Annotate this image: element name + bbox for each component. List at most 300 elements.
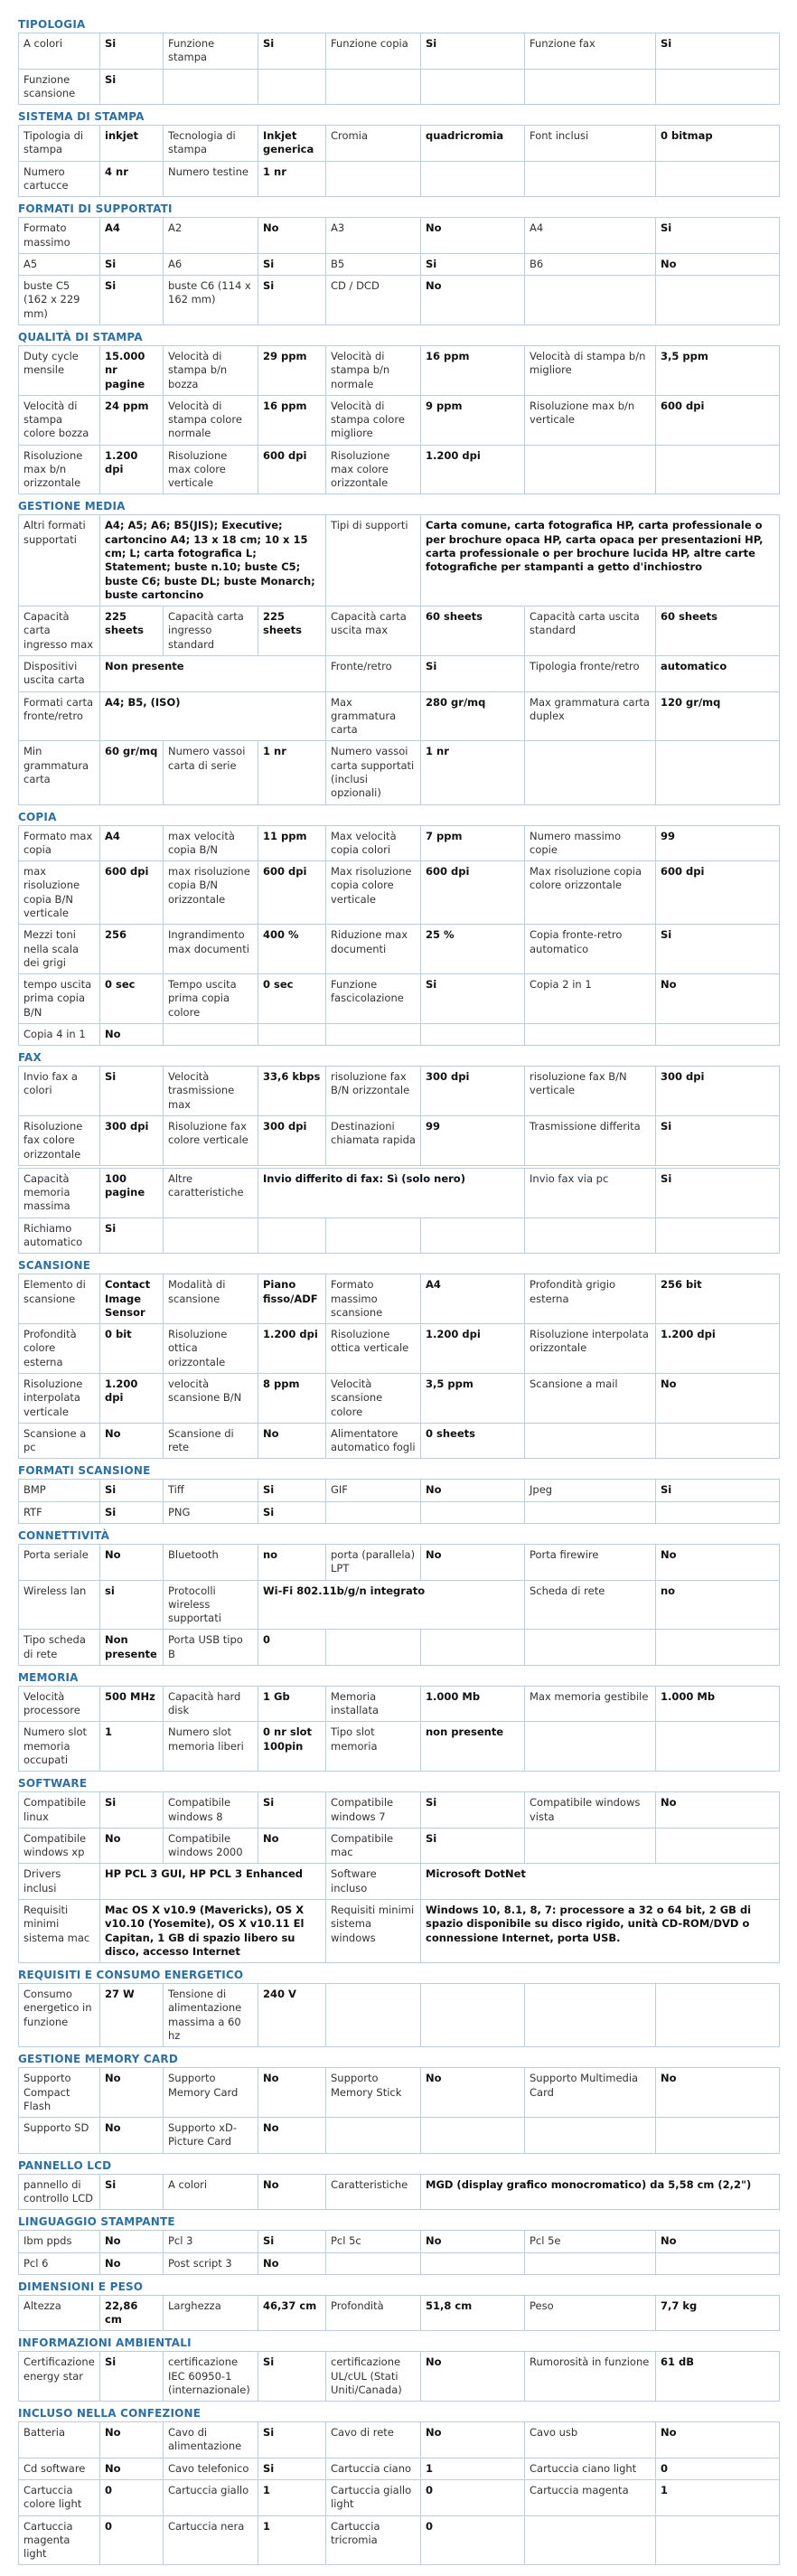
spec-label: Capacità carta ingresso max xyxy=(19,606,100,656)
table-row xyxy=(19,2231,780,2252)
spec-value: 33,6 kbps xyxy=(258,1067,326,1116)
spec-label: Protocolli wireless supportati xyxy=(164,1580,258,1630)
section-title: TIPOLOGIA xyxy=(18,18,86,31)
spec-value: Si xyxy=(656,33,780,70)
spec-label: Alimentatore automatico fogli xyxy=(326,1423,421,1459)
spec-label: Capacità carta ingresso standard xyxy=(164,606,258,656)
empty-cell xyxy=(656,445,780,494)
table-row xyxy=(19,825,780,861)
spec-value: No xyxy=(421,1544,525,1580)
empty-cell xyxy=(258,1217,326,1254)
spec-label: Capacità memoria massima xyxy=(19,1168,100,1217)
spec-value: 24 ppm xyxy=(100,395,164,445)
spec-value: Non presente xyxy=(100,1630,164,1666)
spec-label: Certificazione energy star xyxy=(19,2352,100,2402)
spec-value: 600 dpi xyxy=(258,445,326,494)
spec-value: Si xyxy=(421,1792,525,1829)
section-title: QUALITÀ DI STAMPA xyxy=(18,330,143,343)
spec-label: Funzione scansione xyxy=(19,69,100,105)
spec-value: 1 xyxy=(656,2480,780,2516)
spec-label: Risoluzione fax colore orizzontale xyxy=(19,1116,100,1166)
spec-value: 1 xyxy=(258,2515,326,2565)
table-row xyxy=(19,1630,780,1666)
spec-label: Max velocità copia colori xyxy=(326,825,421,861)
spec-label: Max grammatura carta duplex xyxy=(525,691,656,741)
spec-label: Risoluzione max colore orizzontale xyxy=(326,445,421,494)
spec-value: 0 xyxy=(100,2515,164,2565)
spec-label: Risoluzione max b/n verticale xyxy=(525,395,656,445)
empty-cell xyxy=(525,2118,656,2154)
spec-value: Inkjet generica xyxy=(258,126,326,162)
spec-table xyxy=(18,33,780,105)
spec-value: Si xyxy=(258,1501,326,1523)
spec-value: 225 sheets xyxy=(258,606,326,656)
spec-value: 1.200 dpi xyxy=(100,445,164,494)
spec-value: 27 W xyxy=(100,1984,164,2047)
spec-value: 280 gr/mq xyxy=(421,691,525,741)
spec-label: Numero vassoi carta di serie xyxy=(164,741,258,804)
spec-label: Scansione di rete xyxy=(164,1423,258,1459)
spec-value: No xyxy=(421,276,525,325)
section-title: MEMORIA xyxy=(18,1670,79,1684)
spec-label: Riduzione max documenti xyxy=(326,925,421,974)
empty-cell xyxy=(525,69,656,105)
spec-value: 1.200 dpi xyxy=(421,445,525,494)
spec-table xyxy=(18,1983,780,2047)
spec-value: 225 sheets xyxy=(100,606,164,656)
empty-cell xyxy=(525,445,656,494)
empty-cell xyxy=(525,741,656,804)
spec-value: 60 gr/mq xyxy=(100,741,164,804)
spec-value: No xyxy=(100,1423,164,1459)
spec-value: No xyxy=(421,1480,525,1501)
spec-value: 1.200 dpi xyxy=(100,1373,164,1423)
spec-value: 0 bit xyxy=(100,1324,164,1374)
spec-value: No xyxy=(100,1828,164,1864)
table-row xyxy=(19,1274,780,1324)
empty-cell xyxy=(164,1217,258,1254)
spec-table xyxy=(18,1274,780,1459)
spec-label: Compatibile mac xyxy=(326,1828,421,1864)
spec-label: Tipologia di stampa xyxy=(19,126,100,162)
spec-label: Formato massimo scansione xyxy=(326,1274,421,1324)
spec-label: buste C6 (114 x 162 mm) xyxy=(164,276,258,325)
spec-value: Si xyxy=(258,2422,326,2458)
empty-cell xyxy=(656,2515,780,2565)
spec-value: 29 ppm xyxy=(258,345,326,395)
spec-label: Risoluzione max b/n orizzontale xyxy=(19,445,100,494)
spec-label: Fronte/retro xyxy=(326,656,421,692)
table-row xyxy=(19,445,780,494)
spec-value: 600 dpi xyxy=(100,861,164,925)
empty-cell xyxy=(326,1501,421,1523)
table-row xyxy=(19,1067,780,1116)
spec-value: Si xyxy=(656,218,780,254)
section-title: REQUISITI E CONSUMO ENERGETICO xyxy=(18,1969,244,1982)
empty-cell xyxy=(525,1984,656,2047)
spec-value: Si xyxy=(421,656,525,692)
spec-value: No xyxy=(656,1544,780,1580)
spec-label: tempo uscita prima copia B/N xyxy=(19,974,100,1024)
spec-label: Scansione a mail xyxy=(525,1373,656,1423)
spec-value: 1 nr xyxy=(258,741,326,804)
spec-label: Formati carta fronte/retro xyxy=(19,691,100,741)
empty-cell xyxy=(656,2252,780,2274)
spec-label: Cartuccia ciano xyxy=(326,2458,421,2479)
spec-value: 4 nr xyxy=(100,161,164,197)
spec-label: Peso xyxy=(525,2295,656,2331)
spec-label: Compatibile windows 8 xyxy=(164,1792,258,1829)
spec-label: Wireless lan xyxy=(19,1580,100,1630)
spec-value: automatico xyxy=(656,656,780,692)
spec-label: certificazione IEC 60950-1 (internazionale) xyxy=(164,2352,258,2402)
spec-value: 240 V xyxy=(258,1984,326,2047)
spec-label: Tipo slot memoria xyxy=(326,1722,421,1772)
spec-value: Si xyxy=(100,33,164,70)
spec-value: 3,5 ppm xyxy=(421,1373,525,1423)
spec-label: Copia 2 in 1 xyxy=(525,974,656,1024)
spec-label: Altri formati supportati xyxy=(19,515,100,606)
spec-value: 0 sheets xyxy=(421,1423,525,1459)
spec-value: 99 xyxy=(656,825,780,861)
spec-value: MGD (display grafico monocromatico) da 5,58 cm (2,2") xyxy=(421,2174,780,2210)
spec-value: Mac OS X v10.9 (Mavericks), OS X v10.10 (Yosemite), OS X v10.11 El Capitan, 1 GB di spazio libero su disco, accesso Internet xyxy=(100,1900,326,1963)
spec-value: No xyxy=(100,2422,164,2458)
empty-cell xyxy=(421,69,525,105)
spec-table xyxy=(18,1686,780,1772)
spec-label: A4 xyxy=(525,218,656,254)
spec-label: Velocità trasmissione max xyxy=(164,1067,258,1116)
spec-label: GIF xyxy=(326,1480,421,1501)
spec-value: Piano fisso/ADF xyxy=(258,1274,326,1324)
spec-label: Drivers inclusi xyxy=(19,1864,100,1900)
spec-label: Porta firewire xyxy=(525,1544,656,1580)
spec-label: Risoluzione interpolata verticale xyxy=(19,1373,100,1423)
spec-value: Si xyxy=(258,2352,326,2402)
spec-table xyxy=(18,1479,780,1524)
spec-label: Duty cycle mensile xyxy=(19,345,100,395)
section-title: GESTIONE MEDIA xyxy=(18,500,126,513)
spec-value: Si xyxy=(656,1480,780,1501)
spec-label: Risoluzione fax colore verticale xyxy=(164,1116,258,1166)
spec-label: Velocità di stampa b/n migliore xyxy=(525,345,656,395)
spec-label: Risoluzione ottica verticale xyxy=(326,1324,421,1374)
spec-value: quadricromia xyxy=(421,126,525,162)
spec-value: 400 % xyxy=(258,925,326,974)
empty-cell xyxy=(656,741,780,804)
spec-label: Tecnologia di stampa xyxy=(164,126,258,162)
spec-label: Jpeg xyxy=(525,1480,656,1501)
spec-value: 15.000 nr pagine xyxy=(100,345,164,395)
spec-label: A5 xyxy=(19,253,100,275)
spec-value: 0 xyxy=(656,2458,780,2479)
empty-cell xyxy=(525,1722,656,1772)
spec-label: Porta USB tipo B xyxy=(164,1630,258,1666)
empty-cell xyxy=(525,2252,656,2274)
spec-table xyxy=(18,2067,780,2153)
spec-value: 1.000 Mb xyxy=(421,1686,525,1722)
section-title: COPIA xyxy=(18,810,57,823)
table-row xyxy=(19,2480,780,2516)
table-row xyxy=(19,2174,780,2210)
spec-label: Velocità di stampa colore bozza xyxy=(19,395,100,445)
spec-label: Numero testine xyxy=(164,161,258,197)
spec-label: Numero cartucce xyxy=(19,161,100,197)
empty-cell xyxy=(421,1023,525,1045)
table-row xyxy=(19,1423,780,1459)
spec-label: Cartuccia giallo xyxy=(164,2480,258,2516)
spec-value: 1 xyxy=(258,2480,326,2516)
table-row xyxy=(19,1722,780,1772)
spec-table xyxy=(18,514,780,804)
spec-label: Supporto Compact Flash xyxy=(19,2068,100,2118)
spec-value: HP PCL 3 GUI, HP PCL 3 Enhanced xyxy=(100,1864,326,1900)
empty-cell xyxy=(656,1722,780,1772)
spec-table xyxy=(18,2421,780,2565)
spec-value: Invio differito di fax: Sì (solo nero) xyxy=(258,1168,525,1217)
spec-label: CD / DCD xyxy=(326,276,421,325)
spec-label: Bluetooth xyxy=(164,1544,258,1580)
empty-cell xyxy=(525,1423,656,1459)
spec-label: Cartuccia colore light xyxy=(19,2480,100,2516)
spec-value: Si xyxy=(421,974,525,1024)
table-row xyxy=(19,253,780,275)
spec-label: Elemento di scansione xyxy=(19,1274,100,1324)
spec-label: Velocità di stampa b/n normale xyxy=(326,345,421,395)
spec-label: Max risoluzione copia colore orizzontale xyxy=(525,861,656,925)
spec-label: Funzione fascicolazione xyxy=(326,974,421,1024)
spec-value: 1.200 dpi xyxy=(421,1324,525,1374)
spec-value: 3,5 ppm xyxy=(656,345,780,395)
empty-cell xyxy=(656,1501,780,1523)
spec-value: Si xyxy=(258,253,326,275)
spec-label: Ingrandimento max documenti xyxy=(164,925,258,974)
spec-value: No xyxy=(656,2068,780,2118)
spec-label: B5 xyxy=(326,253,421,275)
spec-label: Capacità hard disk xyxy=(164,1686,258,1722)
empty-cell xyxy=(525,1501,656,1523)
spec-value: No xyxy=(421,2352,525,2402)
spec-value: No xyxy=(258,2068,326,2118)
spec-label: Trasmissione differita xyxy=(525,1116,656,1166)
empty-cell xyxy=(164,69,258,105)
section-title: LINGUAGGIO STAMPANTE xyxy=(18,2215,175,2229)
spec-value: inkjet xyxy=(100,126,164,162)
spec-label: Funzione copia xyxy=(326,33,421,70)
spec-value: Si xyxy=(258,2458,326,2479)
empty-cell xyxy=(421,1217,525,1254)
spec-value: 0 nr slot 100pin xyxy=(258,1722,326,1772)
spec-value: non presente xyxy=(421,1722,525,1772)
spec-value: A4; B5, (ISO) xyxy=(100,691,326,741)
section-title: FORMATI SCANSIONE xyxy=(18,1464,151,1478)
spec-label: Risoluzione max colore verticale xyxy=(164,445,258,494)
table-row xyxy=(19,656,780,692)
table-row xyxy=(19,515,780,606)
spec-value: No xyxy=(258,2174,326,2210)
spec-label: Software incluso xyxy=(326,1864,421,1900)
spec-label: Mezzi toni nella scala dei grigi xyxy=(19,925,100,974)
table-row xyxy=(19,1023,780,1045)
spec-value: 1 nr xyxy=(421,741,525,804)
spec-value: 0 xyxy=(100,2480,164,2516)
spec-value: 300 dpi xyxy=(100,1116,164,1166)
spec-value: 22,86 cm xyxy=(100,2295,164,2331)
spec-label: Destinazioni chiamata rapida xyxy=(326,1116,421,1166)
empty-cell xyxy=(525,276,656,325)
spec-label: porta (parallela) LPT xyxy=(326,1544,421,1580)
spec-label: A colori xyxy=(19,33,100,70)
table-row xyxy=(19,1544,780,1580)
spec-label: Tensione di alimentazione massima a 60 hz xyxy=(164,1984,258,2047)
spec-label: Funzione stampa xyxy=(164,33,258,70)
spec-value: 1.200 dpi xyxy=(656,1324,780,1374)
empty-cell xyxy=(421,1984,525,2047)
spec-value: Si xyxy=(656,925,780,974)
spec-value: A4 xyxy=(421,1274,525,1324)
spec-label: risoluzione fax B/N verticale xyxy=(525,1067,656,1116)
spec-label: A colori xyxy=(164,2174,258,2210)
spec-label: Altezza xyxy=(19,2295,100,2331)
spec-value: 0 xyxy=(421,2515,525,2565)
spec-value: Si xyxy=(421,1828,525,1864)
empty-cell xyxy=(326,1630,421,1666)
spec-value: Si xyxy=(258,1480,326,1501)
empty-cell xyxy=(258,69,326,105)
table-row xyxy=(19,2352,780,2402)
table-row xyxy=(19,1686,780,1722)
spec-value: 1 nr xyxy=(258,161,326,197)
spec-label: Risoluzione ottica orizzontale xyxy=(164,1324,258,1374)
spec-label: Velocità processore xyxy=(19,1686,100,1722)
spec-label: buste C5 (162 x 229 mm) xyxy=(19,276,100,325)
spec-value: Si xyxy=(100,276,164,325)
spec-label: A6 xyxy=(164,253,258,275)
spec-value: 1 Gb xyxy=(258,1686,326,1722)
empty-cell xyxy=(656,1423,780,1459)
table-row xyxy=(19,974,780,1024)
spec-label: Pcl 5e xyxy=(525,2231,656,2252)
spec-label: Caratteristiche xyxy=(326,2174,421,2210)
table-row xyxy=(19,606,780,656)
spec-value: 16 ppm xyxy=(421,345,525,395)
spec-label: Porta seriale xyxy=(19,1544,100,1580)
spec-value: No xyxy=(421,2068,525,2118)
spec-value: No xyxy=(656,253,780,275)
spec-label: Profondità xyxy=(326,2295,421,2331)
spec-value: 9 ppm xyxy=(421,395,525,445)
spec-table xyxy=(18,217,780,325)
spec-value: 0 bitmap xyxy=(656,126,780,162)
spec-label: Numero slot memoria liberi xyxy=(164,1722,258,1772)
spec-value: A4; A5; A6; B5(JIS); Executive; cartoncino A4; 13 x 18 cm; 10 x 15 cm; L; carta fotografica L; Statement; buste n.10; buste C5; buste C6; buste DL; buste Monarch; buste cartoncino xyxy=(100,515,326,606)
section-title: FAX xyxy=(18,1051,42,1065)
spec-value: Si xyxy=(100,1067,164,1116)
spec-label: Risoluzione interpolata orizzontale xyxy=(525,1324,656,1374)
empty-cell xyxy=(656,1023,780,1045)
spec-value: 300 dpi xyxy=(656,1067,780,1116)
spec-value: Carta comune, carta fotografica HP, carta professionale o per brochure opaca HP, carta opaca per presentazioni HP, carta professionale o per brochure lucida HP, altre carte fotografiche per stampanti a getto d'inchiostro xyxy=(421,515,780,606)
spec-value: No xyxy=(100,2252,164,2274)
spec-label: Supporto xD-Picture Card xyxy=(164,2118,258,2154)
table-row xyxy=(19,2068,780,2118)
spec-value: No xyxy=(258,1828,326,1864)
spec-label: Dispositivi uscita carta xyxy=(19,656,100,692)
section-title: CONNETTIVITÀ xyxy=(18,1528,110,1542)
spec-label: Pcl 5c xyxy=(326,2231,421,2252)
spec-value: Wi-Fi 802.11b/g/n integrato xyxy=(258,1580,525,1630)
spec-value: Si xyxy=(100,2352,164,2402)
empty-cell xyxy=(656,1984,780,2047)
spec-label: Cromia xyxy=(326,126,421,162)
spec-label: certificazione UL/cUL (Stati Uniti/Canada) xyxy=(326,2352,421,2402)
table-row xyxy=(19,345,780,395)
empty-cell xyxy=(164,1023,258,1045)
spec-label: Supporto Memory Card xyxy=(164,2068,258,2118)
spec-label: Pcl 3 xyxy=(164,2231,258,2252)
spec-label: Compatibile windows 2000 xyxy=(164,1828,258,1864)
table-row xyxy=(19,741,780,804)
spec-label: Cavo di rete xyxy=(326,2422,421,2458)
spec-label: Supporto SD xyxy=(19,2118,100,2154)
spec-label: Rumorosità in funzione xyxy=(525,2352,656,2402)
empty-cell xyxy=(258,1023,326,1045)
spec-label: Compatibile windows 7 xyxy=(326,1792,421,1829)
spec-table xyxy=(18,2295,780,2332)
spec-label: max risoluzione copia B/N orizzontale xyxy=(164,861,258,925)
empty-cell xyxy=(525,1630,656,1666)
table-row xyxy=(19,1984,780,2047)
empty-cell xyxy=(326,161,421,197)
spec-label: Cavo telefonico xyxy=(164,2458,258,2479)
spec-value: 60 sheets xyxy=(421,606,525,656)
empty-cell xyxy=(525,1023,656,1045)
table-row xyxy=(19,1828,780,1864)
spec-value: Si xyxy=(100,2174,164,2210)
table-row xyxy=(19,691,780,741)
spec-value: no xyxy=(656,1580,780,1630)
spec-value: Si xyxy=(100,1792,164,1829)
spec-label: Velocità scansione colore xyxy=(326,1373,421,1423)
spec-value: 256 bit xyxy=(656,1274,780,1324)
spec-value: No xyxy=(656,2231,780,2252)
spec-value: Si xyxy=(100,253,164,275)
table-row xyxy=(19,2422,780,2458)
spec-label: Cartuccia magenta light xyxy=(19,2515,100,2565)
spec-value: No xyxy=(656,1373,780,1423)
spec-value: No xyxy=(100,2231,164,2252)
spec-label: Compatibile windows vista xyxy=(525,1792,656,1829)
table-row xyxy=(19,1116,780,1166)
spec-label: Invio fax a colori xyxy=(19,1067,100,1116)
empty-cell xyxy=(656,1828,780,1864)
spec-label: Supporto Multimedia Card xyxy=(525,2068,656,2118)
spec-value: 16 ppm xyxy=(258,395,326,445)
spec-label: Requisiti minimi sistema mac xyxy=(19,1900,100,1963)
spec-label: Tempo uscita prima copia colore xyxy=(164,974,258,1024)
section-title: DIMENSIONI E PESO xyxy=(18,2280,144,2293)
empty-cell xyxy=(326,1984,421,2047)
spec-value: 60 sheets xyxy=(656,606,780,656)
empty-cell xyxy=(326,2252,421,2274)
spec-label: Max grammatura carta xyxy=(326,691,421,741)
spec-table xyxy=(18,345,780,495)
table-row xyxy=(19,1324,780,1374)
spec-value: 25 % xyxy=(421,925,525,974)
spec-value: 500 MHz xyxy=(100,1686,164,1722)
table-row xyxy=(19,218,780,254)
spec-label: Modalità di scansione xyxy=(164,1274,258,1324)
